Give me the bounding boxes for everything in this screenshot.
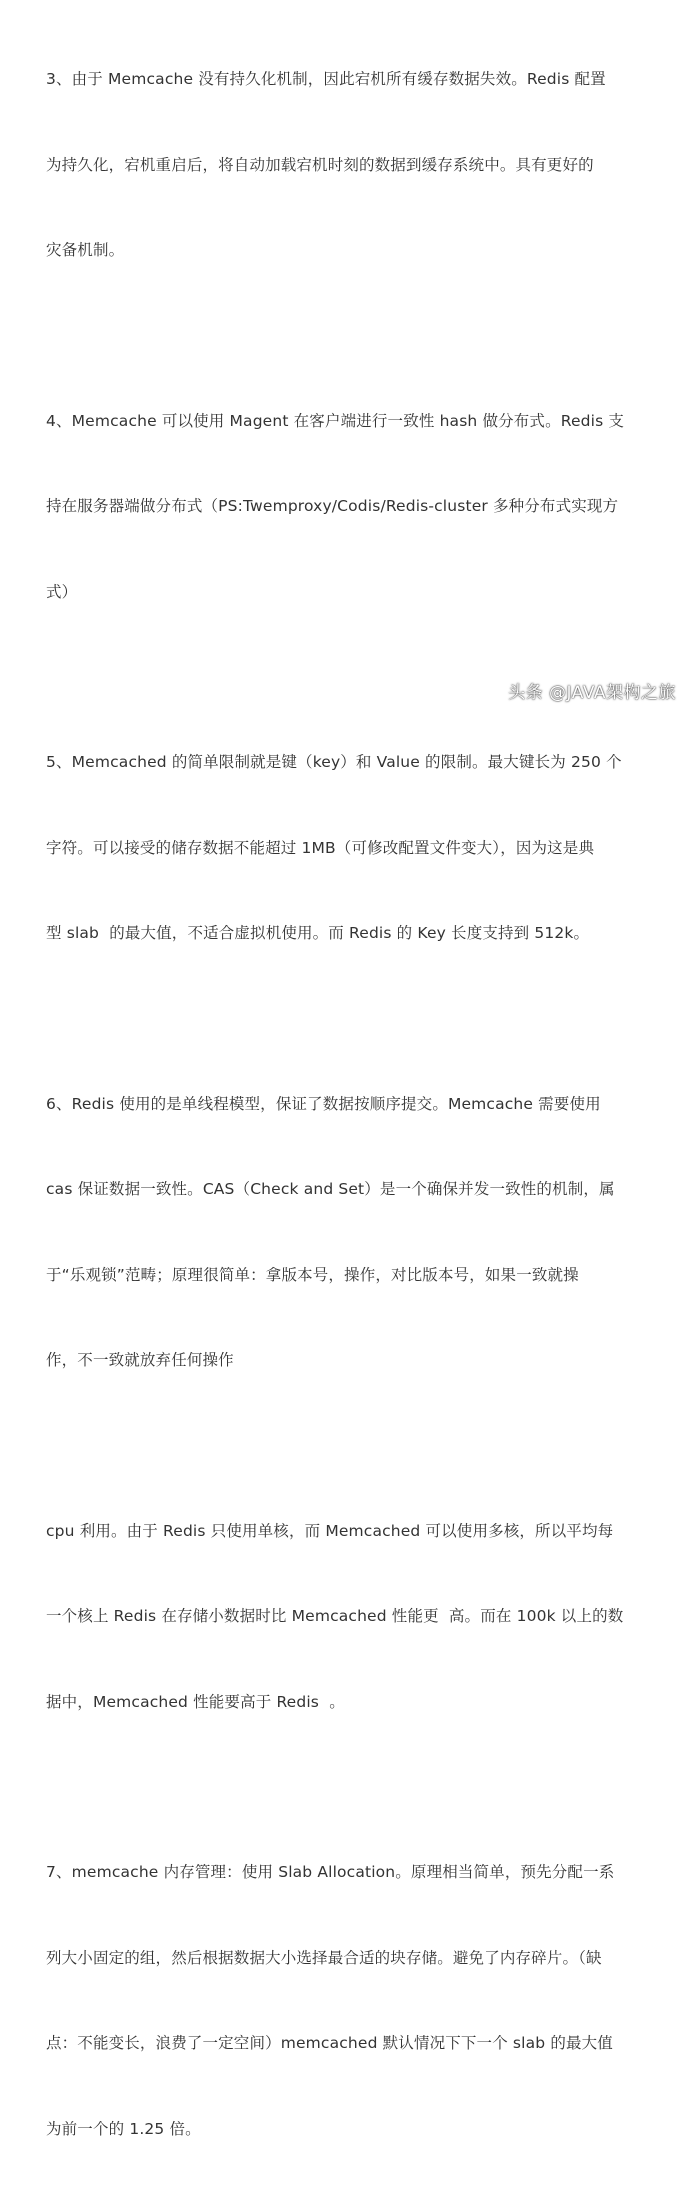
text-line: 为前一个的 1.25 倍。 bbox=[46, 2119, 201, 2138]
text-line: 为持久化，宕机重启后，将自动加载宕机时刻的数据到缓存系统中。具有更好的 bbox=[46, 155, 594, 174]
text-line: 4、Memcache 可以使用 Magent 在客户端进行一致性 hash 做分布式。Redis 支 bbox=[46, 411, 625, 430]
article-body bbox=[46, 8, 658, 2200]
paragraph-distributed bbox=[46, 350, 658, 664]
text-line: 持在服务器端做分布式（PS:Twemproxy/Codis/Redis-cluster 多种分布式实现方 bbox=[46, 497, 619, 515]
watermark: 头条 @JAVA架构之旅 bbox=[508, 683, 676, 703]
text-line: 型 slab 的最大值，不适合虚拟机使用。而 Redis 的 Key 长度支持到 512k。 bbox=[46, 924, 590, 942]
text-line: 据中，Memcached 性能要高于 Redis 。 bbox=[46, 1692, 345, 1711]
text-line: 作，不一致就放弃任何操作 bbox=[46, 1351, 234, 1369]
text-line: cpu 利用。由于 Redis 只使用单核，而 Memcached 可以使用多核，所以平均每 bbox=[46, 1521, 614, 1540]
text-line: 于“乐观锁”范畴；原理很简单：拿版本号，操作，对比版本号，如果一致就操 bbox=[46, 1265, 579, 1284]
paragraph-persistence bbox=[46, 8, 658, 322]
paragraph-memory bbox=[46, 1801, 658, 2200]
text-line: 列大小固定的组，然后根据数据大小选择最合适的块存储。避免了内存碎片。（缺 bbox=[46, 1948, 602, 1967]
paragraph-threading bbox=[46, 1033, 658, 1432]
text-line: 一个核上 Redis 在存储小数据时比 Memcached 性能更 高。而在 100k 以上的数 bbox=[46, 1607, 624, 1625]
text-line: 字符。可以接受的储存数据不能超过 1MB（可修改配置文件变大），因为这是典 bbox=[46, 838, 595, 857]
text-line: 灾备机制。 bbox=[46, 241, 125, 259]
text-line: 5、Memcached 的简单限制就是键（key）和 Value 的限制。最大键长为 250 个 bbox=[46, 753, 622, 771]
text-line: 6、Redis 使用的是单线程模型，保证了数据按顺序提交。Memcache 需要使用 bbox=[46, 1094, 601, 1113]
text-line: 3、由于 Memcache 没有持久化机制，因此宕机所有缓存数据失效。Redis 配置 bbox=[46, 70, 606, 88]
text-line: cas 保证数据一致性。CAS（Check and Set）是一个确保并发一致性的机制，属 bbox=[46, 1180, 615, 1198]
text-line: 7、memcache 内存管理：使用 Slab Allocation。原理相当简单，预先分配一系 bbox=[46, 1863, 615, 1881]
text-line: 式） bbox=[46, 582, 78, 601]
paragraph-key-limits bbox=[46, 691, 658, 1005]
text-line: 点：不能变长，浪费了一定空间）memcached 默认情况下下一个 slab 的最大值 bbox=[46, 2034, 613, 2052]
paragraph-cpu bbox=[46, 1460, 658, 1774]
